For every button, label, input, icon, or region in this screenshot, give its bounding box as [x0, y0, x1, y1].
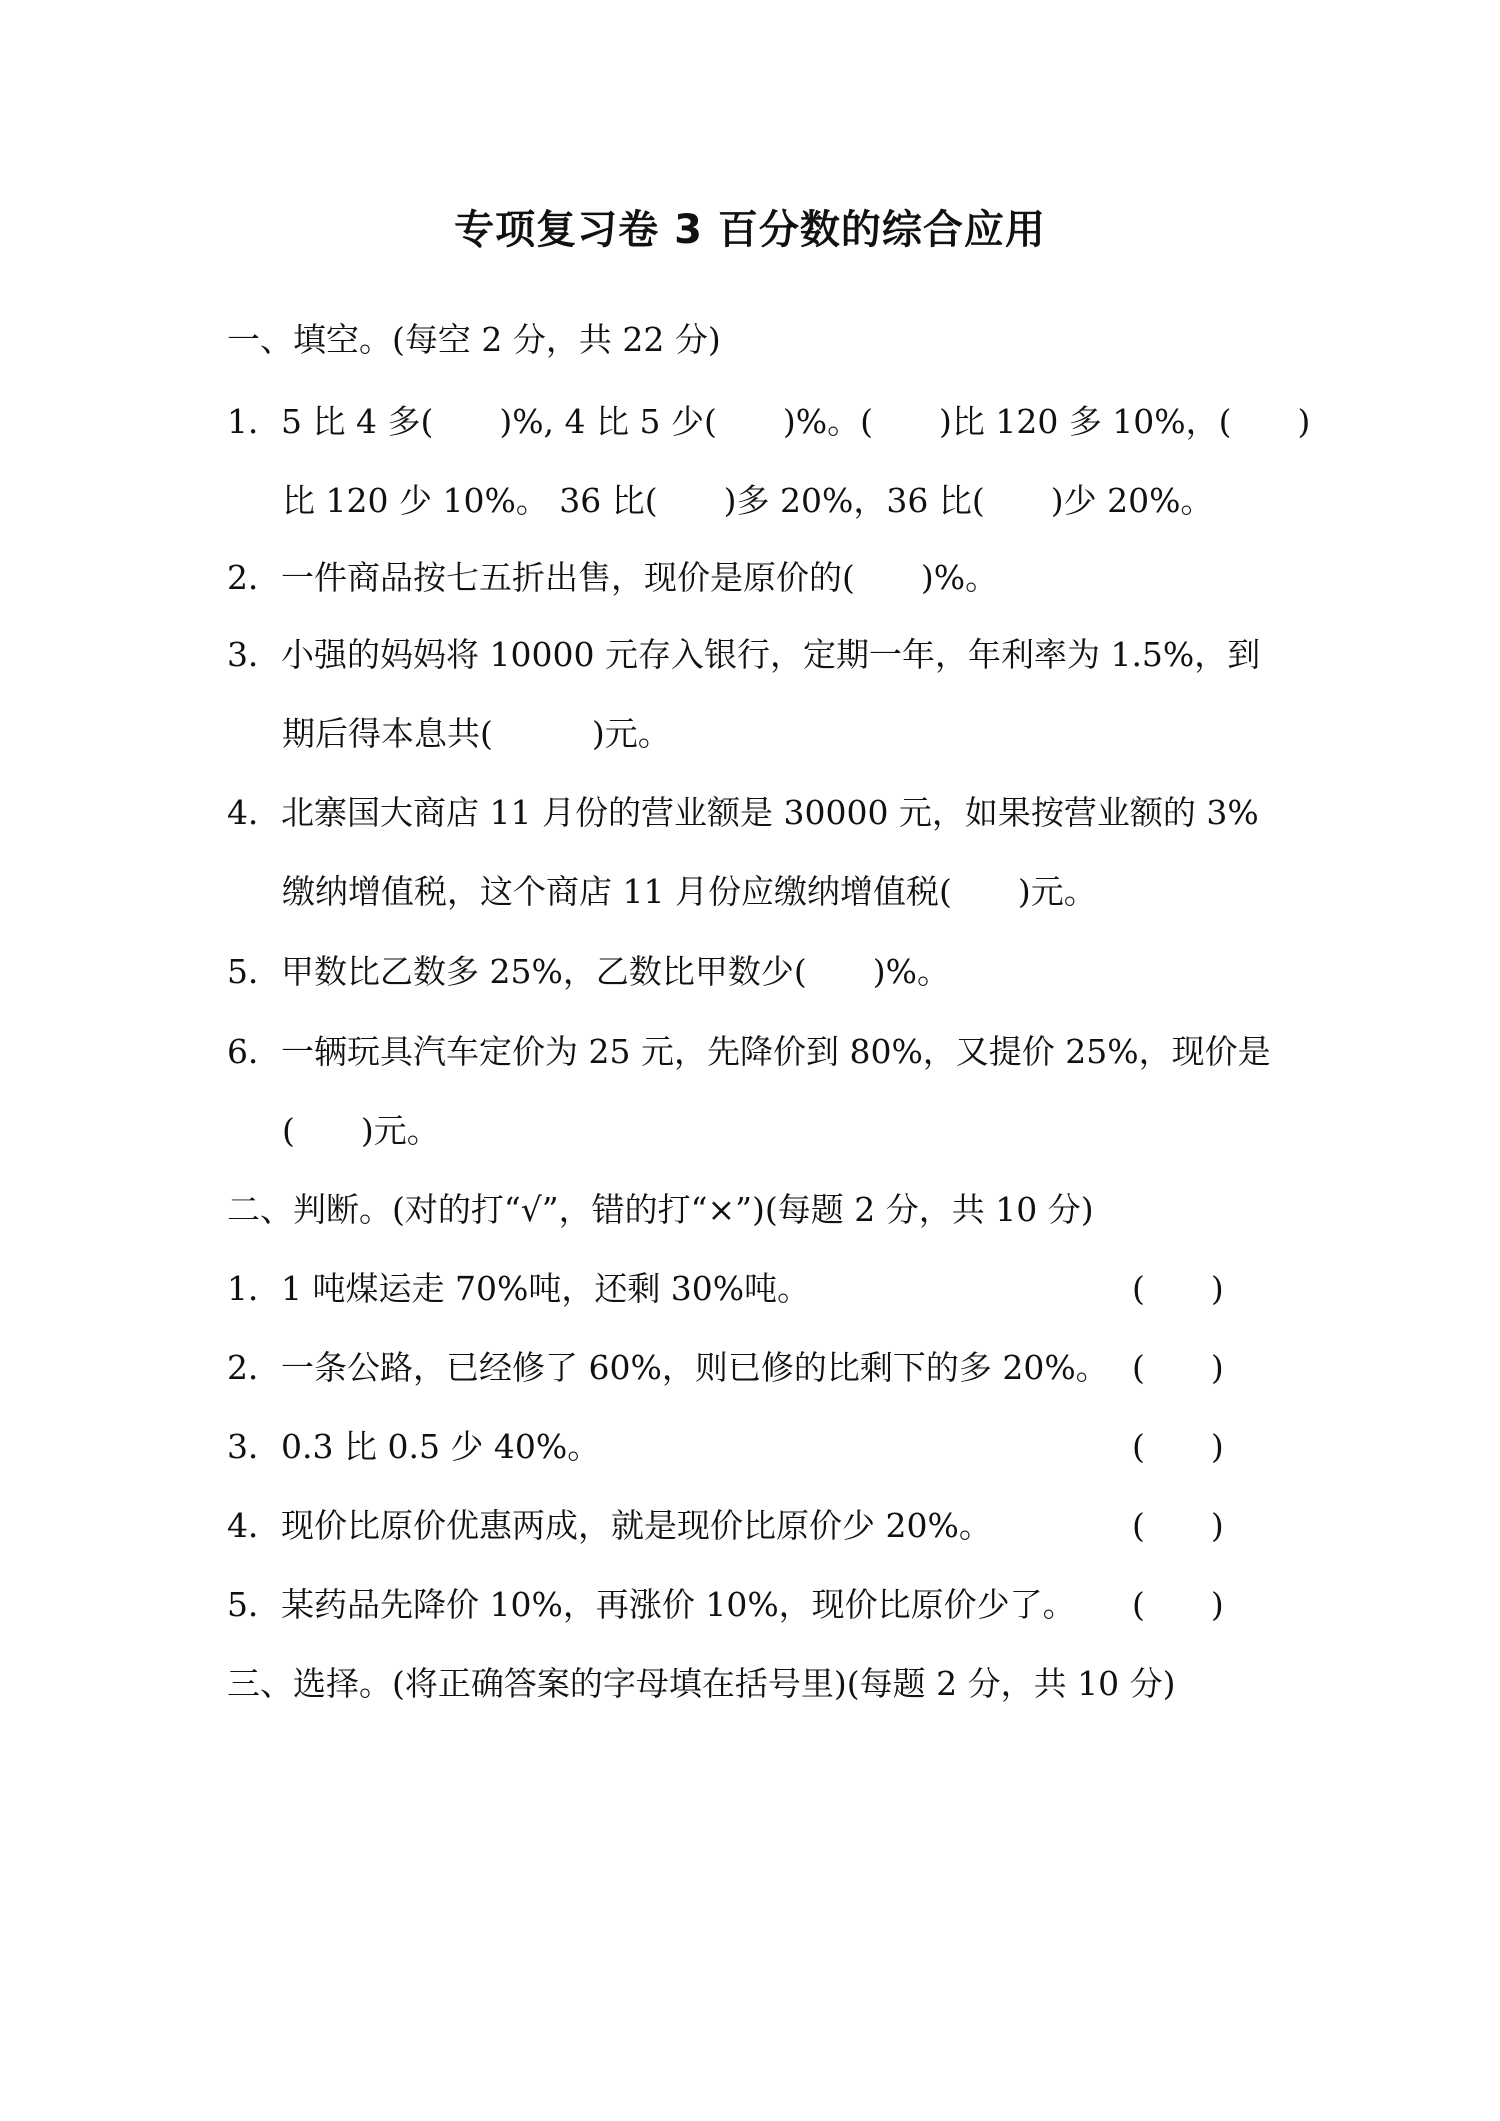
judge-question-text: 1．1 吨煤运走 70%吨，还剩 30%吨。 — [227, 1269, 811, 1308]
fill-question-4-line-1: 4．北寨国大商店 11 月份的营业额是 30000 元，如果按营业额的 3% — [227, 793, 1259, 832]
section-3-heading: 三、选择。(将正确答案的字母填在括号里)(每题 2 分，共 10 分) — [227, 1664, 1176, 1703]
judge-question-text: 3．0.3 比 0.5 少 40%。 — [227, 1427, 601, 1466]
answer-parentheses: ( ) — [1132, 1585, 1224, 1624]
fill-question-2: 2．一件商品按七五折出售，现价是原价的( )%。 — [227, 558, 999, 597]
judge-question-text: 2．一条公路，已经修了 60%，则已修的比剩下的多 20%。 — [227, 1348, 1109, 1387]
answer-parentheses: ( ) — [1132, 1427, 1224, 1466]
answer-parentheses: ( ) — [1132, 1348, 1224, 1387]
fill-question-4-line-2: 缴纳增值税，这个商店 11 月份应缴纳增值税( )元。 — [282, 872, 1097, 911]
fill-question-1-line-2: 比 120 少 10%。 36 比( )多 20%，36 比( )少 20%。 — [282, 481, 1214, 520]
section-1-heading: 一、填空。(每空 2 分，共 22 分) — [227, 320, 721, 359]
fill-question-1-line-1: 1．5 比 4 多( )%, 4 比 5 少( )%。( )比 120 多 10%，( ) — [227, 402, 1311, 441]
fill-question-6-line-2: ( )元。 — [282, 1111, 440, 1150]
fill-question-5: 5．甲数比乙数多 25%，乙数比甲数少( )%。 — [227, 952, 950, 991]
section-2-heading: 二、判断。(对的打“√”，错的打“×”)(每题 2 分，共 10 分) — [227, 1190, 1094, 1229]
page-title: 专项复习卷 3 百分数的综合应用 — [454, 207, 1046, 253]
answer-parentheses: ( ) — [1132, 1506, 1224, 1545]
fill-question-3-line-2: 期后得本息共( )元。 — [282, 714, 671, 753]
fill-question-6-line-1: 6．一辆玩具汽车定价为 25 元，先降价到 80%，又提价 25%，现价是 — [227, 1032, 1271, 1071]
judge-question-text: 4．现价比原价优惠两成，就是现价比原价少 20%。 — [227, 1506, 992, 1545]
fill-question-3-line-1: 3．小强的妈妈将 10000 元存入银行，定期一年，年利率为 1.5%，到 — [227, 635, 1261, 674]
judge-question-text: 5．某药品先降价 10%，再涨价 10%，现价比原价少了。 — [227, 1585, 1076, 1624]
answer-parentheses: ( ) — [1132, 1269, 1224, 1308]
